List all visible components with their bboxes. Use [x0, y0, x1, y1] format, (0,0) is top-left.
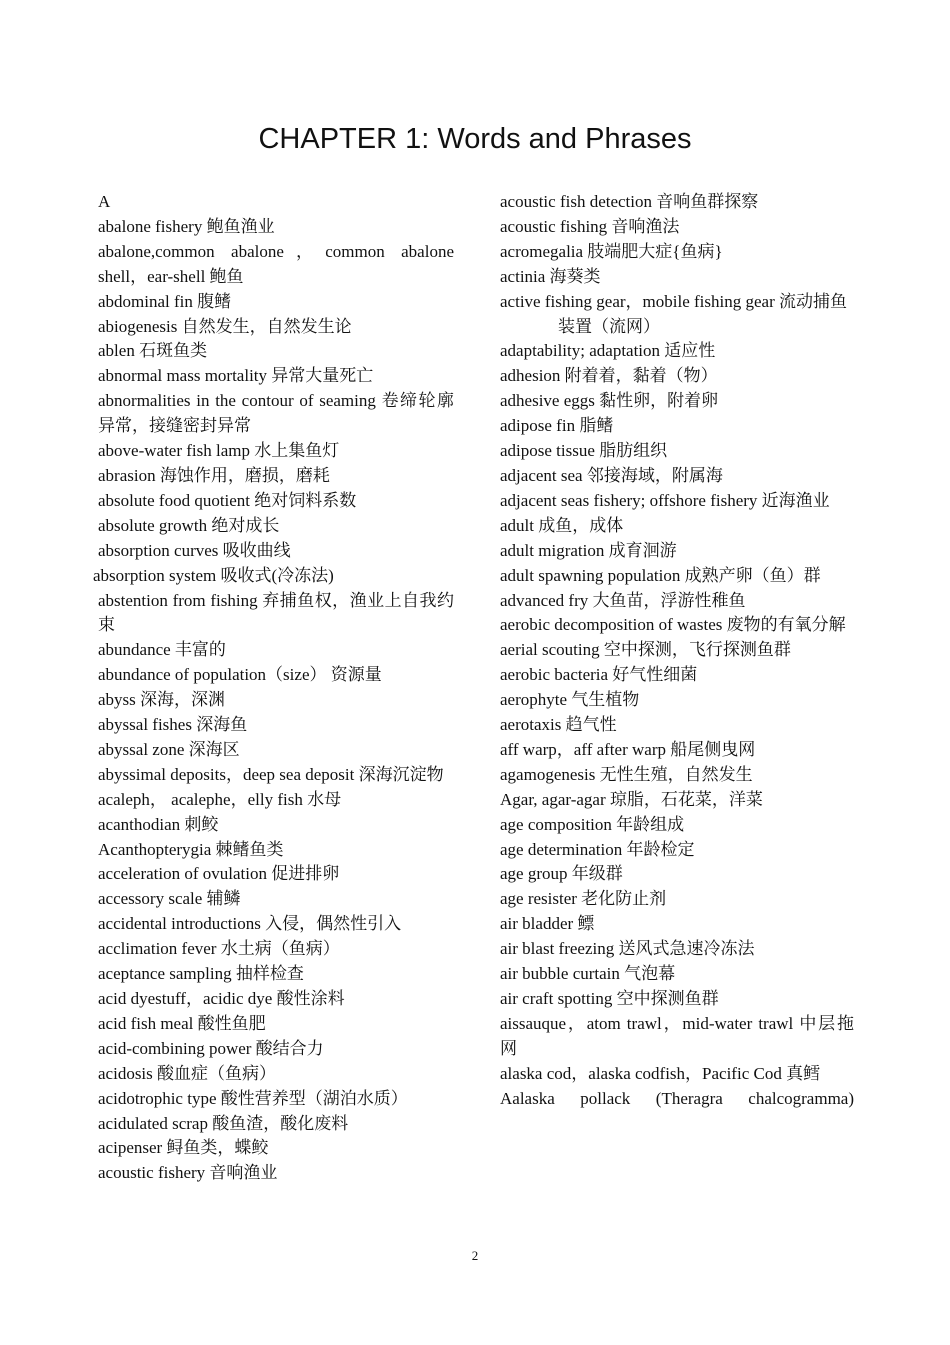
- glossary-entry: acid dyestuff，acidic dye 酸性涂料: [98, 989, 345, 1008]
- glossary-entry: advanced fry 大鱼苗，浮游性稚鱼: [500, 590, 746, 610]
- glossary-entry: adhesive eggs 黏性卵，附着卵: [500, 391, 719, 411]
- page-number: 2: [471, 1248, 479, 1263]
- glossary-entry: age composition 年龄组成: [500, 814, 685, 834]
- glossary-entry: acanthodian 刺鲛: [98, 814, 219, 834]
- glossary-entry: acromegalia 肢端肥大症{鱼病}: [500, 241, 723, 261]
- glossary-entry: aceptance sampling 抽样检查: [98, 964, 304, 984]
- glossary-entry: acceleration of ovulation 促进排卵: [98, 864, 340, 884]
- glossary-entry: active fishing gear，mobile fishing gear 流动捕鱼装置（流网）: [500, 291, 847, 336]
- glossary-entry: air craft spotting 空中探测鱼群: [500, 989, 719, 1008]
- glossary-entry: ablen 石斑鱼类: [98, 341, 208, 361]
- glossary-entry: acoustic fishing 音响渔法: [500, 216, 680, 236]
- glossary-entry: adipose fin 脂鳍: [500, 416, 614, 436]
- glossary-entry: accidental introductions 入侵，偶然性引入: [98, 914, 402, 934]
- glossary-entry: adult migration 成育洄游: [500, 540, 677, 560]
- glossary-entry: aerotaxis 趋气性: [500, 715, 617, 735]
- glossary-entry: acidosis 酸血症（鱼病）: [98, 1063, 277, 1083]
- left-column: [93, 190, 454, 1186]
- glossary-entry: aff warp，aff after warp 船尾侧曳网: [500, 739, 756, 759]
- glossary-entry: aerophyte 气生植物: [500, 690, 640, 710]
- glossary-entry: air blast freezing 送风式急速冷冻法: [500, 939, 755, 959]
- glossary-entry: abyssal zone 深海区: [98, 739, 240, 759]
- glossary-entry: absolute food quotient 绝对饲料系数: [98, 490, 357, 510]
- glossary-entry: adhesion 附着着，黏着（物）: [500, 366, 718, 386]
- glossary-entry: absorption curves 吸收曲线: [98, 540, 291, 560]
- glossary-entry: acoustic fish detection 音响鱼群探察: [500, 192, 759, 211]
- glossary-entry: air bubble curtain 气泡幕: [500, 964, 676, 984]
- glossary-entry: acid-combining power 酸结合力: [98, 1038, 324, 1058]
- glossary-entry: acidulated scrap 酸鱼渣，酸化废料: [98, 1113, 349, 1133]
- glossary-entry: adjacent seas fishery; offshore fishery 近海渔业: [500, 490, 830, 510]
- glossary-entry: age group 年级群: [500, 864, 623, 884]
- glossary-entry: absolute growth 绝对成长: [98, 515, 280, 535]
- glossary-entry: aerobic bacteria 好气性细菌: [500, 665, 698, 685]
- right-column: [500, 190, 854, 1112]
- glossary-entry: abstention from fishing 弃捕鱼权，渔业上自我约束: [98, 590, 454, 635]
- glossary-entry: Agar, agar-agar 琼脂，石花菜，洋菜: [500, 789, 763, 809]
- glossary-entry: air bladder 鳔: [500, 914, 595, 934]
- glossary-entry: abnormal mass mortality 异常大量死亡: [98, 366, 374, 386]
- glossary-entry: adaptability; adaptation 适应性: [500, 341, 716, 361]
- glossary-entry: alaska cod，alaska codfish，Pacific Cod 真鳕: [500, 1063, 821, 1083]
- glossary-entry: aerobic decomposition of wastes 废物的有氧分解: [500, 615, 846, 635]
- glossary-entry: abdominal fin 腹鳍: [98, 291, 232, 311]
- glossary-entry: accessory scale 辅鳞: [98, 889, 241, 909]
- chapter-title: CHAPTER 1: Words and Phrases: [258, 123, 692, 155]
- glossary-entry: acidotrophic type 酸性营养型（湖泊水质）: [98, 1088, 408, 1108]
- glossary-entry: adjacent sea 邻接海域，附属海: [500, 465, 723, 485]
- glossary-entry: agamogenesis 无性生殖，自然发生: [500, 764, 753, 784]
- glossary-entry: abiogenesis 自然发生，自然发生论: [98, 316, 352, 336]
- glossary-entry: aissauque，atom trawl，mid-water trawl 中层拖网: [500, 1013, 854, 1058]
- glossary-entry: abyssal fishes 深海鱼: [98, 715, 248, 735]
- glossary-entry: acaleph， acalephe，elly fish 水母: [98, 789, 342, 809]
- glossary-entry: abrasion 海蚀作用，磨损，磨耗: [98, 465, 330, 485]
- glossary-entry: abundance of population（size） 资源量: [98, 665, 382, 685]
- glossary-entry: abyssimal deposits，deep sea deposit 深海沉淀物: [98, 764, 444, 784]
- glossary-entry: adult 成鱼，成体: [500, 515, 624, 535]
- glossary-entry: adipose tissue 脂肪组织: [500, 441, 668, 461]
- glossary-entry: age determination 年龄检定: [500, 839, 695, 859]
- glossary-entry: above-water fish lamp 水上集鱼灯: [98, 441, 340, 461]
- glossary-entry: Acanthopterygia 棘鳍鱼类: [98, 839, 284, 859]
- glossary-entry: aerial scouting 空中探测，飞行探测鱼群: [500, 640, 791, 660]
- glossary-entry: acoustic fishery 音响渔业: [98, 1163, 278, 1183]
- glossary-entry: abalone fishery 鲍鱼渔业: [98, 216, 275, 236]
- glossary-entry: absorption system 吸收式(冷冻法): [93, 565, 334, 585]
- glossary-entry: acid fish meal 酸性鱼肥: [98, 1013, 266, 1033]
- glossary-entry: abundance 丰富的: [98, 640, 226, 660]
- glossary-entry: acipenser 鲟鱼类，蝶鲛: [98, 1138, 269, 1158]
- glossary-entry: acclimation fever 水土病（鱼病）: [98, 939, 340, 959]
- glossary-entry: actinia 海葵类: [500, 266, 601, 286]
- glossary-entry: abnormalities in the contour of seaming 卷缔轮廓异常，接缝密封异常: [98, 391, 454, 436]
- glossary-entry: abalone,common abalone，common abalone shell，ear-shell 鲍鱼: [98, 241, 454, 286]
- section-letter: A: [98, 192, 111, 211]
- glossary-entry: abyss 深海，深渊: [98, 690, 226, 710]
- glossary-entry: Aalaska pollack (Theragra chalcogramma): [500, 1088, 854, 1108]
- glossary-entry: age resister 老化防止剂: [500, 889, 667, 909]
- glossary-entry: adult spawning population 成熟产卵（鱼）群: [500, 565, 821, 585]
